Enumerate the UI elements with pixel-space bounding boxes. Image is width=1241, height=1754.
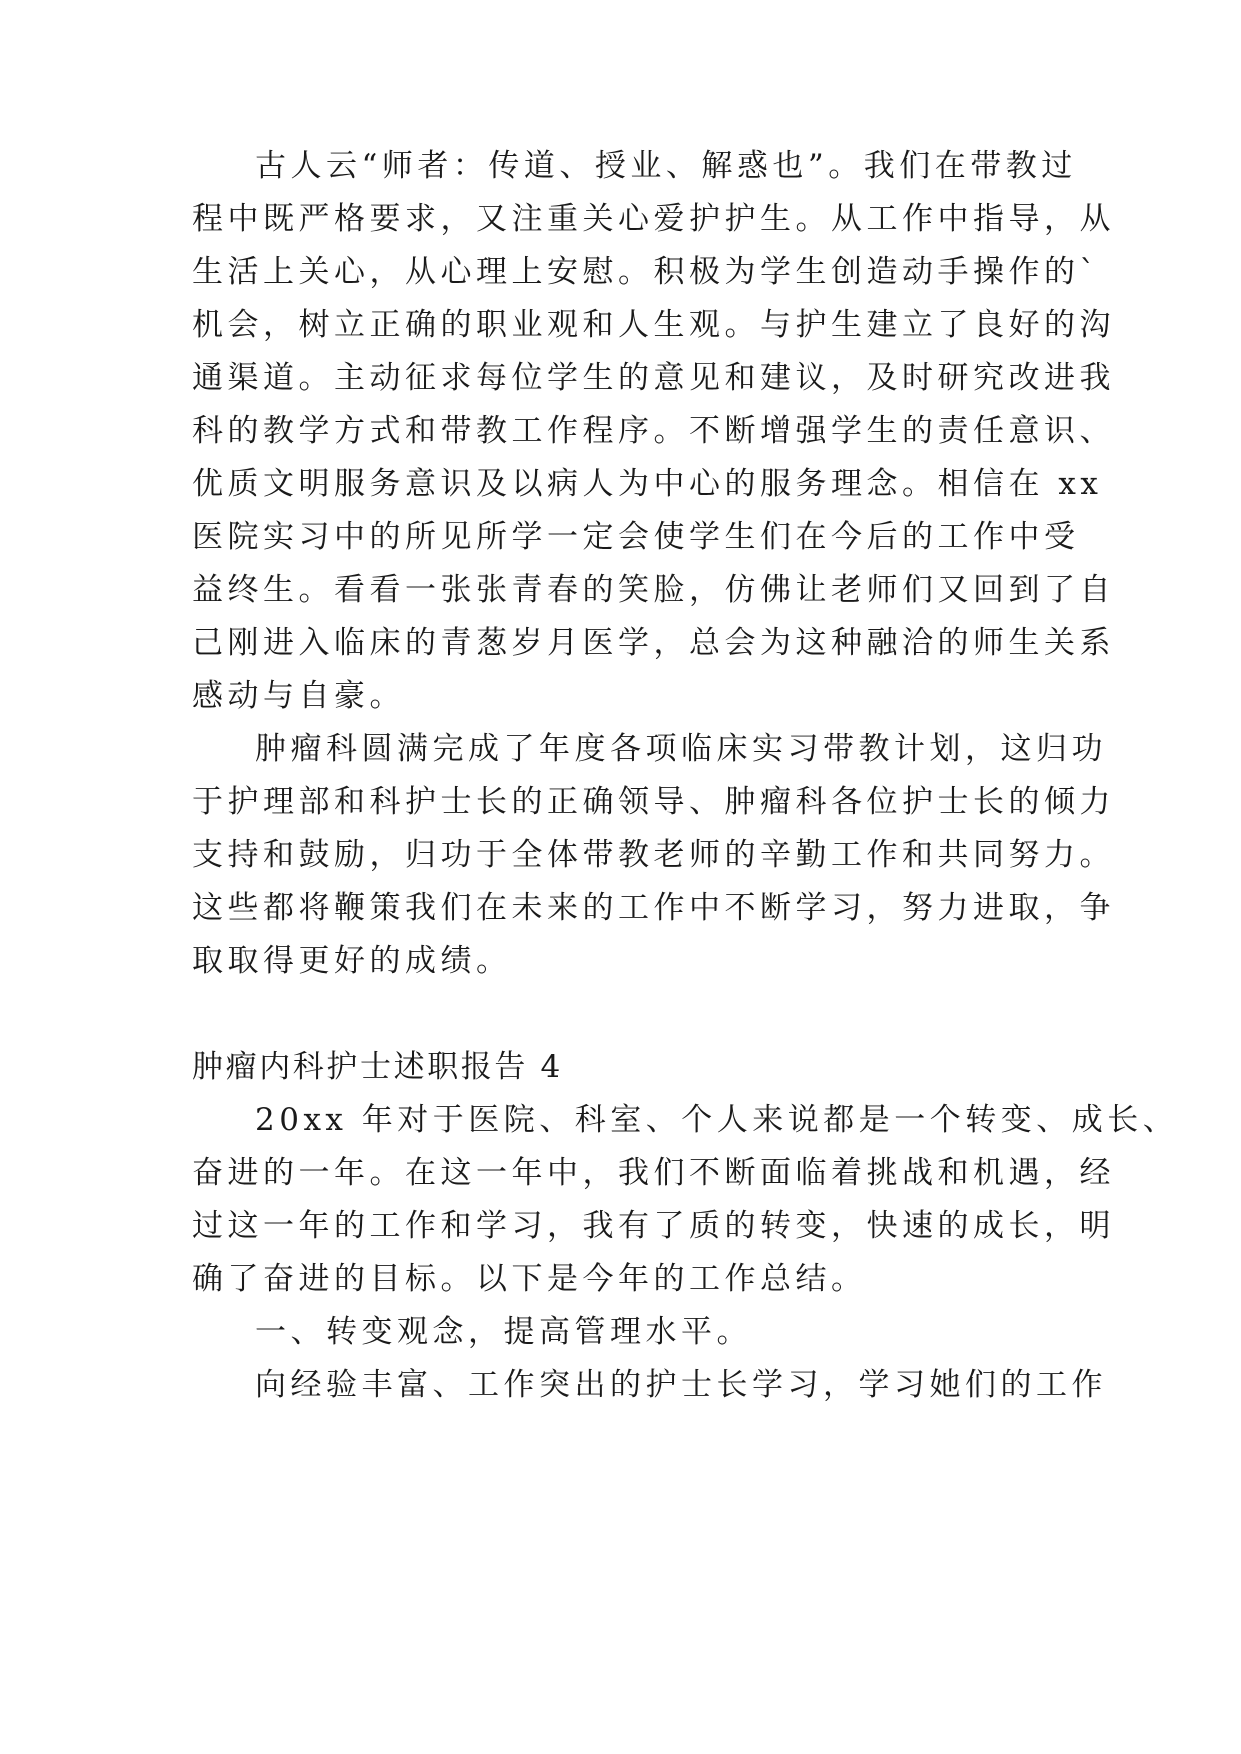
paragraph-line: 感动与自豪。 [192,678,405,714]
paragraph-line: 生活上关心，从心理上安慰。积极为学生创造动手操作的` [192,254,1100,290]
paragraph-line: 益终生。看看一张张青春的笑脸，仿佛让老师们又回到了自 [192,572,1115,608]
paragraph-line: 向经验丰富、工作突出的护士长学习，学习她们的工作 [255,1367,1107,1403]
paragraph-line: 这些都将鞭策我们在未来的工作中不断学习，努力进取，争 [192,890,1115,926]
paragraph-line: 优质文明服务意识及以病人为中心的服务理念。相信在 xx [192,466,1103,502]
paragraph-line: 于护理部和科护士长的正确领导、肿瘤科各位护士长的倾力 [192,784,1115,820]
paragraph-line: 机会，树立正确的职业观和人生观。与护生建立了良好的沟 [192,307,1115,343]
paragraph-line: 程中既严格要求，又注重关心爱护护生。从工作中指导，从 [192,201,1115,237]
paragraph-line: 奋进的一年。在这一年中，我们不断面临着挑战和机遇，经 [192,1155,1115,1191]
paragraph-line: 取取得更好的成绩。 [192,943,512,979]
paragraph-line: 科的教学方式和带教工作程序。不断增强学生的责任意识、 [192,413,1115,449]
paragraph-line: 医院实习中的所见所学一定会使学生们在今后的工作中受 [192,519,1080,555]
paragraph-line: 通渠道。主动征求每位学生的意见和建议，及时研究改进我 [192,360,1115,396]
paragraph-line: 20xx 年对于医院、科室、个人来说都是一个转变、成长、 [255,1102,1179,1138]
paragraph-line: 确了奋进的目标。以下是今年的工作总结。 [192,1261,867,1297]
paragraph-line: 己刚进入临床的青葱岁月医学，总会为这种融洽的师生关系 [192,625,1115,661]
subheading: 一、转变观念，提高管理水平。 [255,1314,752,1350]
section-title: 肿瘤内科护士述职报告 4 [192,1049,563,1085]
paragraph-line: 支持和鼓励，归功于全体带教老师的辛勤工作和共同努力。 [192,837,1115,873]
paragraph-line: 古人云“师者：传道、授业、解惑也”。我们在带教过 [255,148,1077,184]
paragraph-line: 过这一年的工作和学习，我有了质的转变，快速的成长，明 [192,1208,1115,1244]
paragraph-line: 肿瘤科圆满完成了年度各项临床实习带教计划，这归功 [255,731,1107,767]
